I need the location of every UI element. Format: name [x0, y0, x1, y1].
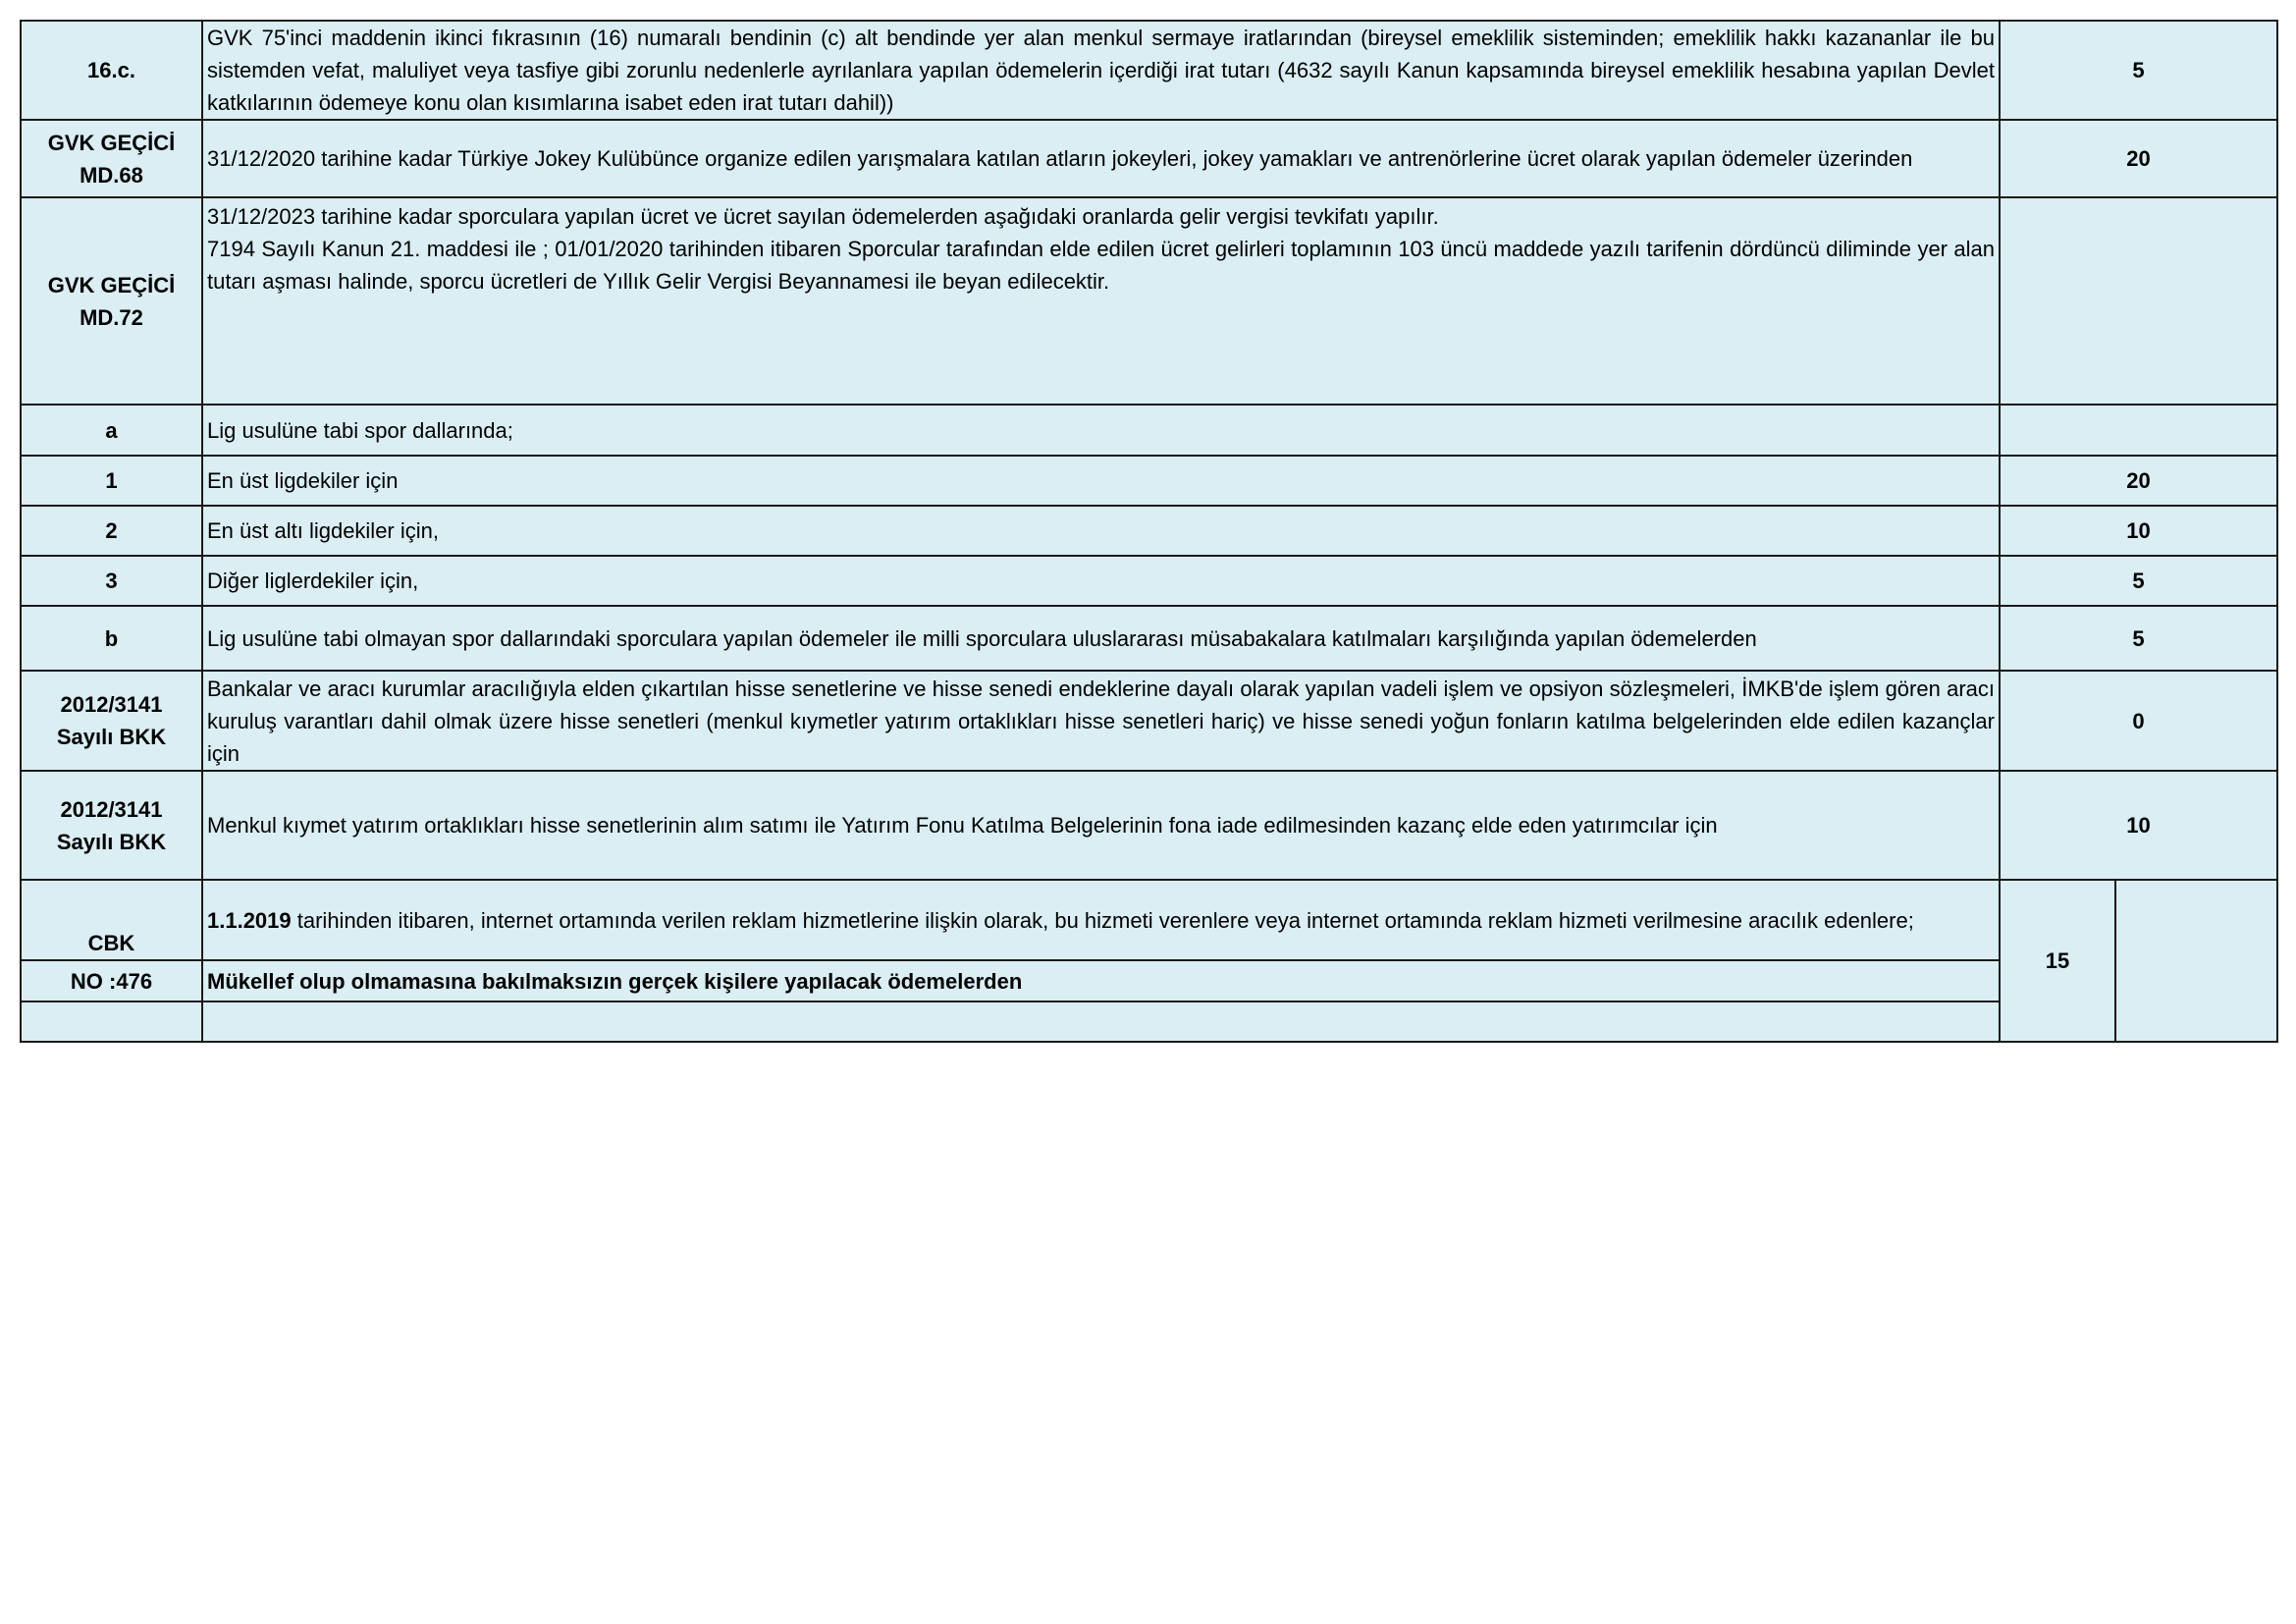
row-rate: 0: [2000, 671, 2277, 771]
row-code: a: [21, 405, 202, 456]
row-code-line2: MD.68: [80, 162, 143, 188]
cbk-code-line1: CBK: [21, 880, 202, 960]
table-row: [21, 771, 2277, 880]
cbk-description-rest: tarihinden itibaren, internet ortamında verilen reklam hizmetlerine ilişkin olarak, bu hizmeti verenlere veya internet ortamında reklam hizmeti verilmesine aracılık edenlere;: [291, 907, 1914, 933]
row-description: Bankalar ve aracı kurumlar aracılığıyla elden çıkartılan hisse senetlerine ve hisse senedi endeklerine dayalı olarak yapılan vadeli işlem ve opsiyon sözleşmeleri, İMKB'de işlem gören aracı kuruluş varantları dahil olmak üzere hisse senetleri (menkul kıymetler yatırım ortaklıkları hisse senetleri hariç) ve hisse senedi yoğun fonların katılma belgelerinden elde edilen kazançlar için: [202, 671, 2000, 771]
cbk-empty-description: [202, 1001, 2000, 1042]
cbk-empty-cell: [2115, 880, 2277, 1042]
row-code-line1: 2012/3141: [60, 692, 163, 717]
row-code-line1: 2012/3141: [60, 796, 163, 822]
table-row: [21, 1001, 2277, 1042]
table-row: [21, 960, 2277, 1001]
row-code: 16.c.: [21, 21, 202, 120]
cbk-description-date: 1.1.2019: [207, 907, 292, 933]
row-code-line2: MD.72: [80, 304, 143, 330]
row-code: 3: [21, 556, 202, 606]
row-description: GVK 75'inci maddenin ikinci fıkrasının (16) numaralı bendinin (c) alt bendinde yer alan menkul sermaye iratlarından (bireysel emeklilik sisteminden; emeklilik hakkı kazananlar ile bu sistemden vefat, maluliyet veya tasfiye gibi zorunlu nedenlerle ayrılanlara yapılan ödemelerin içerdiği irat tutarı (4632 sayılı Kanun kapsamında bireysel emeklilik hesabına yapılan Devlet katkılarının ödemeye konu olan kısımlarına isabet eden irat tutarı dahil)): [202, 21, 2000, 120]
cbk-rate: 15: [2000, 880, 2115, 1042]
table-row: [21, 456, 2277, 506]
row-code-line2: Sayılı BKK: [56, 829, 167, 854]
row-rate: 10: [2000, 771, 2277, 880]
row-description: Diğer liglerdekiler için,: [202, 556, 2000, 606]
table-row: [21, 21, 2277, 120]
row-description: En üst altı ligdekiler için,: [202, 506, 2000, 556]
table-row: [21, 671, 2277, 771]
cbk-empty-code: [21, 1001, 202, 1042]
row-description: [202, 197, 2000, 405]
table-row: [21, 880, 2277, 960]
row-code: [21, 671, 202, 771]
row-code: 2: [21, 506, 202, 556]
row-rate-empty: [2000, 405, 2277, 456]
row-rate: 5: [2000, 556, 2277, 606]
row-description-line1: 31/12/2023 tarihine kadar sporculara yapılan ücret ve ücret sayılan ödemelerden aşağıdaki oranlarda gelir vergisi tevkifatı yapılır.: [207, 204, 1439, 229]
row-description: 31/12/2020 tarihine kadar Türkiye Jokey Kulübünce organize edilen yarışmalara katılan atların jokeyleri, jokey yamakları ve antrenörlerine ücret olarak yapılan ödemeler üzerinden: [202, 120, 2000, 197]
cbk-description2: Mükellef olup olmamasına bakılmaksızın gerçek kişilere yapılacak ödemelerden: [202, 960, 2000, 1001]
row-description: Lig usulüne tabi spor dallarında;: [202, 405, 2000, 456]
table-row: [21, 120, 2277, 197]
row-rate: 20: [2000, 120, 2277, 197]
table-row: [21, 506, 2277, 556]
table-row: [21, 556, 2277, 606]
row-code: b: [21, 606, 202, 671]
row-code-line1: GVK GEÇİCİ: [47, 130, 176, 155]
row-code-line2: Sayılı BKK: [56, 725, 167, 749]
row-rate: 5: [2000, 606, 2277, 671]
table-row: [21, 405, 2277, 456]
cbk-code-line2: NO :476: [21, 960, 202, 1001]
row-description: En üst ligdekiler için: [202, 456, 2000, 506]
row-rate-empty: [2000, 197, 2277, 405]
table-row: [21, 606, 2277, 671]
row-description-line2: 7194 Sayılı Kanun 21. maddesi ile ; 01/01/2020 tarihinden itibaren Sporcular tarafından elde edilen ücret gelirleri toplamının 103 üncü maddede yazılı tarifenin dördüncü diliminde yer alan tutarı aşması halinde, sporcu ücretleri de Yıllık Gelir Vergisi Beyannamesi ile beyan edilecektir.: [207, 237, 1995, 294]
table-row: [21, 197, 2277, 405]
row-description: Menkul kıymet yatırım ortaklıkları hisse senetlerinin alım satımı ile Yatırım Fonu Katılma Belgelerinin fona iade edilmesinden kazanç elde eden yatırımcılar için: [202, 771, 2000, 880]
row-rate: 20: [2000, 456, 2277, 506]
cbk-description: [202, 880, 2000, 960]
row-code: [21, 771, 202, 880]
withholding-rates-sheet: [20, 20, 2276, 1043]
row-rate: 5: [2000, 21, 2277, 120]
row-code: 1: [21, 456, 202, 506]
row-code: [21, 120, 202, 197]
row-description: Lig usulüne tabi olmayan spor dallarındaki sporculara yapılan ödemeler ile milli sporculara uluslararası müsabakalara katılmaları karşılığında yapılan ödemelerden: [202, 606, 2000, 671]
row-rate: 10: [2000, 506, 2277, 556]
row-code-line1: GVK GEÇİCİ: [47, 272, 176, 298]
withholding-rates-table: [20, 20, 2278, 1043]
row-code: [21, 197, 202, 405]
